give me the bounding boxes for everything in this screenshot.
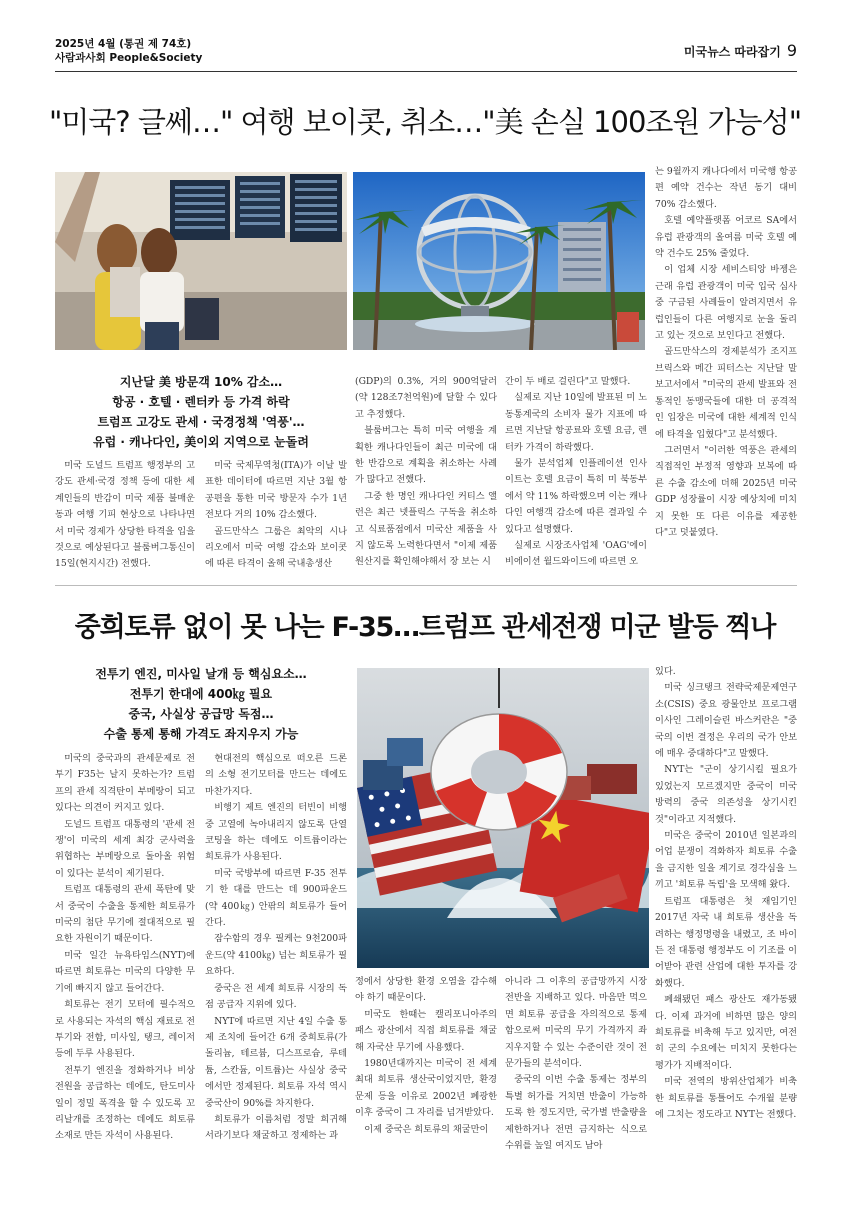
paragraph: 도널드 트럼프 대통령의 '관세 전쟁'이 미국의 세계 최강 군사력을 위협하는 부메랑으로 돌아올 위험이 있다는 분석이 제기된다. — [55, 818, 195, 879]
page-number: 9 — [786, 41, 797, 60]
article1-subhead: 유럽 · 캐나다인, 美이외 지역으로 눈돌려 — [93, 435, 309, 449]
article2-headline: 중희토류 없이 못 나는 F-35…트럼프 관세전쟁 미군 발등 찍나 — [74, 612, 776, 643]
paragraph: 현대전의 핵심으로 떠오른 드론의 소형 전기모터를 만드는 데에도 마찬가지다. — [205, 753, 347, 797]
article2-subhead: 전투기 한대에 400㎏ 필요 — [129, 687, 273, 701]
article1-subheads — [55, 372, 347, 452]
article2-subhead: 중국, 사실상 공급망 독점… — [128, 707, 274, 721]
paragraph: 골드만삭스의 경제분석가 조지프 브릭스와 메간 피터스는 지난달 말 보고서에서 "미국의 관세 발표와 전통적인 동맹국들에 대한 더 공격적인 입장은 미국에 대한 세계적 인식에 타격을 입혔다"고 분석했다. — [655, 346, 797, 440]
paragraph: 는 9월까지 캐나다에서 미국행 항공편 예약 건수는 작년 동기 대비 70% 감소했다. — [655, 166, 797, 210]
paragraph: 실제로 지난 10일에 발표된 미 노동통계국의 소비자 물가 지표에 따르면 지난달 항공료와 호텔 요금, 렌터카 가격이 하락했다. — [505, 392, 647, 453]
paragraph: 잠수함의 경우 필케는 9천200파운드(약 4100㎏) 넘는 희토류가 필요하다. — [205, 933, 347, 978]
article1-column-5 — [655, 164, 797, 578]
article1-subhead: 항공 · 호텔 · 렌터카 등 가격 하락 — [112, 395, 290, 409]
masthead-left — [55, 37, 202, 65]
paragraph: 블룸버그는 특히 미국 여행을 계획한 캐나다인들이 최근 미국에 대한 반감으로 계획을 취소하는 사례가 많다고 전했다. — [355, 425, 497, 486]
paragraph: 미국 국방부에 따르면 F-35 전투기 한 대를 만드는 데 900파운드(약 400㎏) 안팎의 희토류가 들어간다. — [205, 867, 347, 929]
article1-subhead: 트럼프 고강도 관세 · 국경정책 '역풍'… — [97, 415, 305, 429]
paragraph: 미국 일간 뉴욕타임스(NYT)에 따르면 희토류는 미국의 다양한 무기에 빠지지 않고 들어간다. — [55, 949, 195, 994]
article1-column-3 — [355, 374, 497, 578]
paragraph: 골드만삭스 그룹은 최악의 시나리오에서 미국 여행 감소와 보이콧에 따른 타격이 올해 국내총생산 — [205, 525, 347, 570]
section-name: 미국뉴스 따라잡기 — [683, 45, 781, 59]
article2-subhead: 수출 통제 통해 가격도 좌지우지 가능 — [103, 727, 299, 741]
paragraph: 트럼프 대통령은 첫 재임기인 2017년 자국 내 희토류 생산을 독려하는 행정명령을 내렸고, 조 바이든 전 대통령 행정부도 이 기조를 이어받아 관련 산업에 대한 투자를 강화했다. — [655, 895, 797, 989]
article2-column-2 — [205, 751, 347, 1161]
paragraph: 희토류가 이름처럼 정말 희귀해서라기보다 채굴하고 정제하는 과 — [205, 1113, 347, 1142]
article1-column-2 — [205, 458, 347, 578]
paragraph: 중국의 이번 수출 통제는 정부의 특별 허가를 거치면 반출이 가능하도록 한 정도지만, 국가별 반출량을 제한하거나 전면 금지하는 식으로 수위를 높일 여지도 남아 — [505, 1074, 647, 1152]
paragraph: 호텔 예약플랫폼 어코르 SA에서 유럽 관광객의 올여름 미국 호텔 예약 건수도 25% 줄었다. — [655, 215, 797, 260]
article1-subhead: 지난달 美 방문객 10% 감소… — [119, 375, 283, 389]
paragraph: 비행기 제트 엔진의 터빈이 비행 중 고열에 녹아내리지 않도록 단열 코팅을 하는 데에도 이트륨이라는 희토류가 사용된다. — [205, 802, 347, 863]
airport-travelers-photo — [55, 172, 347, 350]
paragraph: 아니라 그 이후의 공급망까지 시장 전반을 지배하고 있다. 마음만 먹으면 희토류 공급을 자의적으로 통제함으로써 미국의 무기 가격까지 좌지우지할 수 있는 수준이란 것이 전문가들의 분석이다. — [505, 976, 647, 1070]
article2-column-1 — [55, 751, 195, 1161]
article1-headline: "미국? 글쎄…" 여행 보이콧, 취소…"美 손실 100조원 가능성" — [48, 105, 802, 139]
paragraph: 중국은 전 세계 희토류 시장의 독점 공급자 지위에 있다. — [205, 982, 347, 1011]
masthead-rule — [55, 71, 797, 72]
paragraph: 실제로 시장조사업체 'OAG'에이비에이션 월드와이드에 따르면 오 — [505, 540, 647, 568]
paragraph: 간이 두 배로 걸린다"고 말했다. — [505, 376, 631, 387]
paragraph: 폐쇄됐던 패스 광산도 재가동됐다. 이제 과거에 비하면 많은 양의 희토류를 비축해 두고 있지만, 여전히 군의 수요에는 미치지 못한다는 평가가 지배적이다. — [655, 994, 797, 1071]
paragraph: 이 업체 시장 세비스티앙 바젱은 근래 유럽 관광객이 미국 입국 심사 중 구금된 사례들이 알려지면서 유럽인들이 다른 여행지로 눈을 돌리고 있는 것으로 보인다고 전했다. — [655, 264, 797, 342]
publication-name: 사람과사회 People&Society — [55, 52, 203, 64]
article1-column-1 — [55, 458, 195, 578]
article2-subheads — [55, 664, 347, 744]
paragraph: 미국은 중국이 2010년 일본과의 어업 분쟁이 격화하자 희토류 수출을 금지한 일을 계기로 경각심을 느끼고 '희토류 독립'을 모색해 왔다. — [655, 830, 797, 891]
paragraph: 그중 한 명인 캐나다인 커티스 앨런은 최근 넷플릭스 구독을 취소하고 식료품점에서 미국산 제품을 사지 않도록 노력한다면서 "이제 제품 원산지를 확인해야해서 장 보는 시 — [355, 490, 497, 568]
article2-column-4 — [505, 974, 647, 1164]
article-divider — [55, 585, 797, 586]
trade-war-lifebuoy-illustration — [357, 668, 649, 968]
paragraph: 이제 중국은 희토류의 채굴만이 — [364, 1123, 489, 1135]
masthead — [55, 37, 797, 71]
paragraph: NYT는 "군이 상기시킬 필요가 있었는지 모르겠지만 중국이 미국 방력의 중국 의존성을 상기시킨 것"이라고 지적했다. — [655, 764, 797, 825]
paragraph: (GDP)의 0.3%, 거의 900억달러(약 128조7천억원)에 달할 수 있다고 추정했다. — [355, 376, 497, 420]
paragraph: 전투기 엔진을 정화하거나 비상 전원을 공급하는 데에도, 탄도미사일이 정밀 폭격을 할 수 있도록 꼬리날개를 조정하는 데에도 희토류 소재로 만든 자석이 사용된다. — [55, 1064, 195, 1142]
paragraph: 물가 분석업체 인플레이션 인사이트는 호텔 요금이 특히 미 북동부에서 약 11% 하락했으며 이는 캐나다인 여행객 감소에 따른 결과일 수 있다고 설명했다. — [505, 458, 647, 535]
universal-studios-globe-photo — [353, 172, 645, 350]
masthead-right — [684, 41, 797, 60]
issue-info: 2025년 4월 (통권 제 74호) — [55, 38, 192, 50]
paragraph: 미국 싱크탱크 전략국제문제연구소(CSIS) 중요 광물안보 프로그램 이사인 그레이슬린 바스커란은 "중국의 이번 결정은 우리의 국가 안보에 매우 중대하다"고 말했다. — [655, 682, 797, 760]
paragraph: NYT에 따르면 지난 4일 수출 통제 조치에 들어간 6개 중희토류(가돌리늄, 테르븀, 디스프로슘, 루테튬, 스칸듐, 이트륨)는 사실상 중국에서만 정제된다. 희토류 자석 역시 중국산이 90%를 차지한다. — [205, 1015, 347, 1109]
paragraph: 미국의 중국과의 관세문제로 전투기 F35는 날지 못하는가? 트럼프의 관세 직격탄이 부메랑이 되고 있다는 의견이 커지고 있다. — [55, 753, 195, 814]
article2-column-3 — [355, 974, 497, 1164]
paragraph: 그러면서 "이러한 역풍은 관세의 직접적인 부정적 영향과 보복에 따른 수출 감소에 더해 2025년 미국 GDP 성장률이 시장 예상치에 미치지 못한 또 다른 이유를 제공한다"고 덧붙였다. — [655, 444, 797, 538]
paragraph: 미국 국제무역청(ITA)가 이날 발표한 데이터에 따르면 지난 3월 항공편을 통한 미국 방문자 수가 1년 전보다 거의 10% 감소했다. — [205, 460, 347, 521]
paragraph: 미국 도널드 트럼프 행정부의 고강도 관세·국경 정책 등에 대한 세계인들의 반감이 미국 제품 불매운동과 여행 기피 현상으로 나타나면서 미국 경제가 상당한 타격을 입을 것으로 예상된다고 블룸버그통신이 15일(현지시간) 전했다. — [55, 460, 195, 570]
article2-column-5 — [655, 664, 797, 1164]
paragraph: 1980년대까지는 미국이 전 세계 최대 희토류 생산국이었지만, 환경 문제 등을 이유로 2002년 폐광한 이후 중국이 그 자리를 넘겨받았다. — [355, 1058, 497, 1119]
paragraph: 미국도 한때는 캘리포니아주의 패스 광산에서 직접 희토류를 채굴해 자국산 무기에 사용했다. — [355, 1008, 497, 1053]
paragraph: 트럼프 대통령의 관세 폭탄에 맞서 중국이 수출을 통제한 희토류가 미국의 첨단 무기에 절대적으로 필요한 자원이기 때문이다. — [55, 884, 195, 945]
article2-subhead: 전투기 엔진, 미사일 날개 등 핵심요소… — [95, 667, 307, 681]
paragraph: 정에서 상당한 환경 오염을 감수해야 하기 때문이다. — [355, 976, 497, 1004]
paragraph: 있다. — [655, 666, 676, 677]
paragraph: 희토류는 전기 모터에 필수적으로 사용되는 자석의 핵심 재료로 전투기와 전함, 미사일, 탱크, 레이저 등에 두루 사용된다. — [55, 999, 195, 1060]
paragraph: 미국 전역의 방위산업체가 비축한 희토류를 통틀어도 수개월 분량에 그치는 정도라고 NYT는 전했다. — [655, 1076, 797, 1120]
article1-column-4 — [505, 374, 647, 578]
